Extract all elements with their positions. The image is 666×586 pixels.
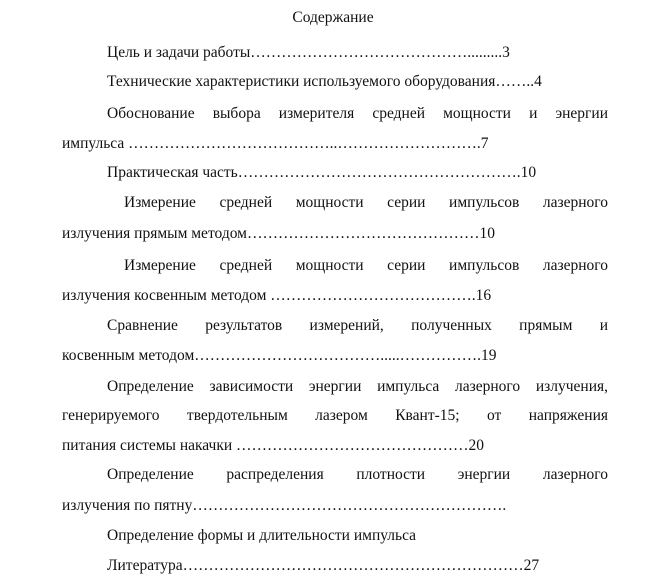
toc-entry-comparison-line-2: косвенным методом……………………………….....…………….19 (62, 347, 497, 364)
toc-entry-distribution-line-1: Определение распределения плотности энергии лазерного (107, 466, 608, 483)
toc-entry-direct-line-1: Измерение средней мощности серии импульсов лазерного (124, 194, 608, 211)
toc-entry-indirect-line-2: излучения косвенным методом ………………………………….16 (62, 287, 492, 304)
toc-entry-justification-line-2: импульса …………………………………..……………………….7 (62, 135, 489, 152)
toc-entry-literature: Литература…………………………………………………………27 (107, 557, 540, 574)
toc-entry-practical: Практическая часть……………………………………………….10 (107, 164, 537, 181)
toc-entry-indirect-line-1: Измерение средней мощности серии импульсов лазерного (124, 257, 608, 274)
toc-entry-goals: Цель и задачи работы…………………………………….........3 (107, 44, 510, 61)
toc-entry-pulse-shape: Определение формы и длительности импульса (107, 527, 417, 544)
toc-entry-specs: Технические характеристики используемого оборудования……..4 (107, 73, 542, 90)
toc-title: Содержание (292, 9, 374, 26)
toc-entry-distribution-line-2: излучения по пятну……………………………………………………. (62, 497, 507, 514)
toc-entry-comparison-line-1: Сравнение результатов измерений, полученных прямым и (107, 317, 608, 334)
toc-entry-dependence-line-1: Определение зависимости энергии импульса лазерного излучения, (107, 378, 608, 395)
toc-entry-dependence-line-3: питания системы накачки ………………………………………20 (62, 437, 485, 454)
toc-entry-justification-line-1: Обоснование выбора измерителя средней мощности и энергии (107, 105, 608, 122)
toc-entry-direct-line-2: излучения прямым методом………………………………………10 (62, 225, 495, 242)
toc-entry-dependence-line-2: генерируемого твердотельным лазером Квант-15; от напряжения (62, 407, 608, 424)
